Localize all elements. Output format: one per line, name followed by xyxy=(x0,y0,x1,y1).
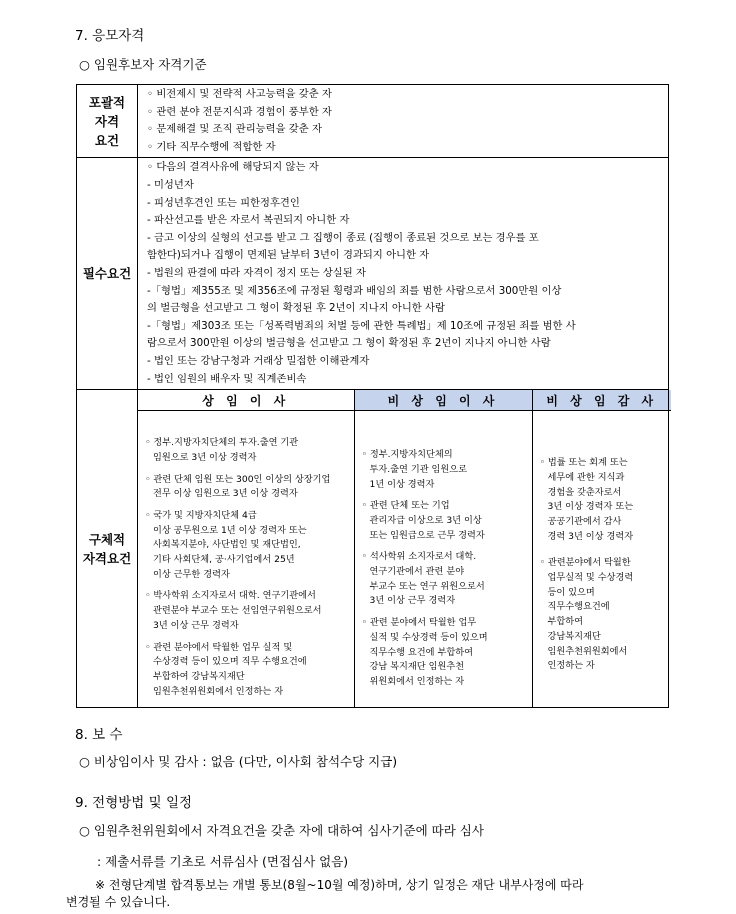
text-line: 업무실적 및 수상경력 xyxy=(547,572,634,584)
text-line: 세무에 관한 지식과 xyxy=(547,471,625,483)
text-line: 3년 이상 근무 경력자 xyxy=(153,619,239,631)
list-item: - 법인 또는 강남구청과 거래상 밀접한 이해관계자 xyxy=(147,354,370,367)
text-line: ◦ 관련 분야에서 탁월한 업무 실적 및 xyxy=(145,641,293,653)
section-7-title: 7. 응모자격 xyxy=(75,28,145,44)
header-non-standing-auditor: 비 상 임 감 사 xyxy=(532,390,671,411)
list-item xyxy=(145,473,349,502)
text-line: ◦ 박사학위 소지자로서 대학. 연구기관에서 xyxy=(145,590,316,602)
non-standing-director-cell xyxy=(354,411,532,708)
qualification-table xyxy=(76,84,669,708)
text-line: 투자.출연 기관 임원으로 xyxy=(369,463,468,475)
text-line: 경력 3년 이상 경력자 xyxy=(547,530,634,542)
text-line: 위원회에서 인정하는 자 xyxy=(369,675,465,687)
text-line: 임원추천위원회에서 xyxy=(547,645,628,657)
list-item xyxy=(540,556,667,674)
comprehensive-content xyxy=(138,85,669,158)
specific-row xyxy=(77,390,669,708)
criteria-subtitle: ○ 임원후보자 자격기준 xyxy=(79,57,207,72)
label-line: 자격요건 xyxy=(82,550,132,566)
list-item xyxy=(145,641,349,700)
text-line: 인정하는 자 xyxy=(547,660,595,672)
label-line: 구체적 xyxy=(88,531,126,547)
header-non-standing-director: 비 상 임 이 사 xyxy=(354,390,532,411)
text-line: ◦ 국가 및 지방자치단체 4급 xyxy=(145,509,257,521)
list-item xyxy=(362,616,527,690)
list-item xyxy=(145,589,349,633)
text-line: ◦ 정부.지방자치단체의 xyxy=(361,449,453,461)
list-item: 람으로서 300만원 이상의 벌금형을 선고받고 그 형이 확정된 후 2년이 지나지 아니한 사람 xyxy=(147,337,551,350)
text-line: 직무수행요건에 xyxy=(547,601,610,613)
role-requirements-table xyxy=(138,390,671,707)
non-standing-auditor-cell xyxy=(532,411,671,708)
compensation-line: ○ 비상임이사 및 감사 : 없음 (다만, 이사회 참석수당 지급) xyxy=(79,754,398,769)
list-item xyxy=(362,499,527,543)
list-item xyxy=(145,509,349,583)
list-item: 함한다)되거나 집행이 면제된 날부터 3년이 경과되지 아니한 자 xyxy=(147,249,430,262)
required-row xyxy=(77,158,669,390)
text-line: ◦ 석사학위 소지자로서 대학. xyxy=(361,551,477,563)
text-line: 관련분야 부교수 또는 선임연구위원으로서 xyxy=(153,605,322,617)
screening-line: ○ 임원추천위원회에서 자격요건을 갖춘 자에 대하여 심사기준에 따라 심사 xyxy=(79,823,484,838)
text-line: 실적 및 수상경력 등이 있으며 xyxy=(369,631,488,643)
label-line: 포괄적 xyxy=(88,94,126,110)
list-item: ◦ 문제해결 및 조직 관리능력을 갖춘 자 xyxy=(147,123,322,136)
standing-director-cell xyxy=(138,411,354,708)
text-line: ◦ 관련분야에서 탁월한 xyxy=(539,557,631,569)
notice-line-2: 변경될 수 있습니다. xyxy=(66,895,171,909)
list-item: - 금고 이상의 실형의 선고를 받고 그 집행이 종료 (집행이 종료된 것으로 보는 경우를 포 xyxy=(147,231,539,244)
text-line: 강남 복지재단 임원추천 xyxy=(369,661,465,673)
list-item: - 파산선고를 받은 자로서 복권되지 아니한 자 xyxy=(147,214,350,227)
text-line: 전무 이상 임원으로 3년 이상 경력자 xyxy=(153,488,298,500)
list-item: ◦ 비전제시 및 전략적 사고능력을 갖춘 자 xyxy=(147,88,332,100)
text-line: 부합하여 강남복지재단 xyxy=(153,670,245,682)
text-line: 경험을 갖춘자로서 xyxy=(547,486,622,498)
list-item: ◦ 다음의 결격사유에 해당되지 않는 자 xyxy=(147,161,319,174)
list-item: -「형법」제303조 또는「성폭력범죄의 처벌 등에 관한 특례법」제 10조에 규정된 죄를 범한 사 xyxy=(147,319,576,332)
text-line: 공공기관에서 감사 xyxy=(547,515,622,527)
text-line: 1년 이상 경력자 xyxy=(369,478,435,490)
text-line: ◦ 정부.지방자치단체의 투자.출연 기관 xyxy=(145,437,299,449)
list-item xyxy=(540,456,667,544)
text-line: ◦ 관련 단체 임원 또는 300인 이상의 상장기업 xyxy=(145,473,331,485)
required-content xyxy=(138,158,669,390)
list-item: - 미성년자 xyxy=(147,178,194,191)
label-line: 자격 xyxy=(94,113,120,129)
text-line: ◦ 법률 또는 회계 또는 xyxy=(539,457,628,469)
specific-label xyxy=(77,390,138,708)
list-item: -「형법」제355조 및 제356조에 규정된 횡령과 배임의 죄를 범한 사람으로서 300만원 이상 xyxy=(147,284,562,297)
text-line: 3년 이상 근무 경력자 xyxy=(369,595,456,607)
text-line: 강남복지재단 xyxy=(547,630,601,642)
text-line: ◦ 관련 단체 또는 기업 xyxy=(361,500,450,512)
text-line: 관리자급 이상으로 3년 이상 xyxy=(369,514,482,526)
required-label: 필수요건 xyxy=(77,158,138,390)
section-9-title: 9. 전형방법 및 일정 xyxy=(75,795,193,811)
text-line: 사회복지분야, 사단법인 및 재단법인, xyxy=(153,539,301,551)
text-line: 임원추천위원회에서 인정하는 자 xyxy=(153,685,284,697)
text-line: 임원으로 3년 이상 경력자 xyxy=(153,451,257,463)
list-item: - 법원의 판결에 따라 자격이 정지 또는 상실된 자 xyxy=(147,266,366,279)
text-line: 부교수 또는 연구 위원으로서 xyxy=(369,580,485,592)
text-line: 이상 공무원으로 1년 이상 경력자 또는 xyxy=(153,524,307,536)
header-standing-director: 상 임 이 사 xyxy=(138,390,354,411)
list-item xyxy=(145,436,349,465)
text-line: 직무수행 요건에 부합하여 xyxy=(369,646,473,658)
list-item: - 법인 임원의 배우자 및 직계존비속 xyxy=(147,372,307,385)
comprehensive-label xyxy=(77,85,138,158)
specific-content xyxy=(138,390,669,708)
required-list xyxy=(139,159,667,388)
text-line: ◦ 관련 분야에서 탁월한 업무 xyxy=(361,617,477,629)
text-line: 3년 이상 경력자 또는 xyxy=(547,501,634,513)
text-line: 수상경력 등이 있으며 직무 수행요건에 xyxy=(153,656,307,668)
list-item xyxy=(362,550,527,609)
text-line: 또는 임원급으로 근무 경력자 xyxy=(369,529,485,541)
text-line: 등이 있으며 xyxy=(547,586,595,598)
list-item: ◦ 관련 분야 전문지식과 경험이 풍부한 자 xyxy=(147,105,332,118)
list-item xyxy=(362,448,527,492)
text-line: 연구기관에서 관련 분야 xyxy=(369,566,465,578)
text-line: 이상 근무한 경력자 xyxy=(153,568,230,580)
list-item: 의 벌금형을 선고받고 그 형이 확정된 후 2년이 지나지 아니한 사람 xyxy=(147,302,445,315)
comprehensive-list xyxy=(139,86,667,156)
text-line: 기타 사회단체, 공·사기업에서 25년 xyxy=(153,554,295,566)
label-line: 요건 xyxy=(94,132,120,148)
section-8-title: 8. 보 수 xyxy=(75,727,123,743)
document-review-line: : 제출서류를 기초로 서류심사 (면접심사 없음) xyxy=(97,854,349,869)
notice-line-1: ※ 전형단계별 합격통보는 개별 통보(8월~10월 예정)하며, 상기 일정은 재단 내부사정에 따라 xyxy=(95,878,584,892)
text-line: 부합하여 xyxy=(547,616,584,628)
comprehensive-row xyxy=(77,85,669,158)
list-item: - 피성년후견인 또는 피한정후견인 xyxy=(147,196,300,209)
list-item: ◦ 기타 직무수행에 적합한 자 xyxy=(147,140,276,153)
